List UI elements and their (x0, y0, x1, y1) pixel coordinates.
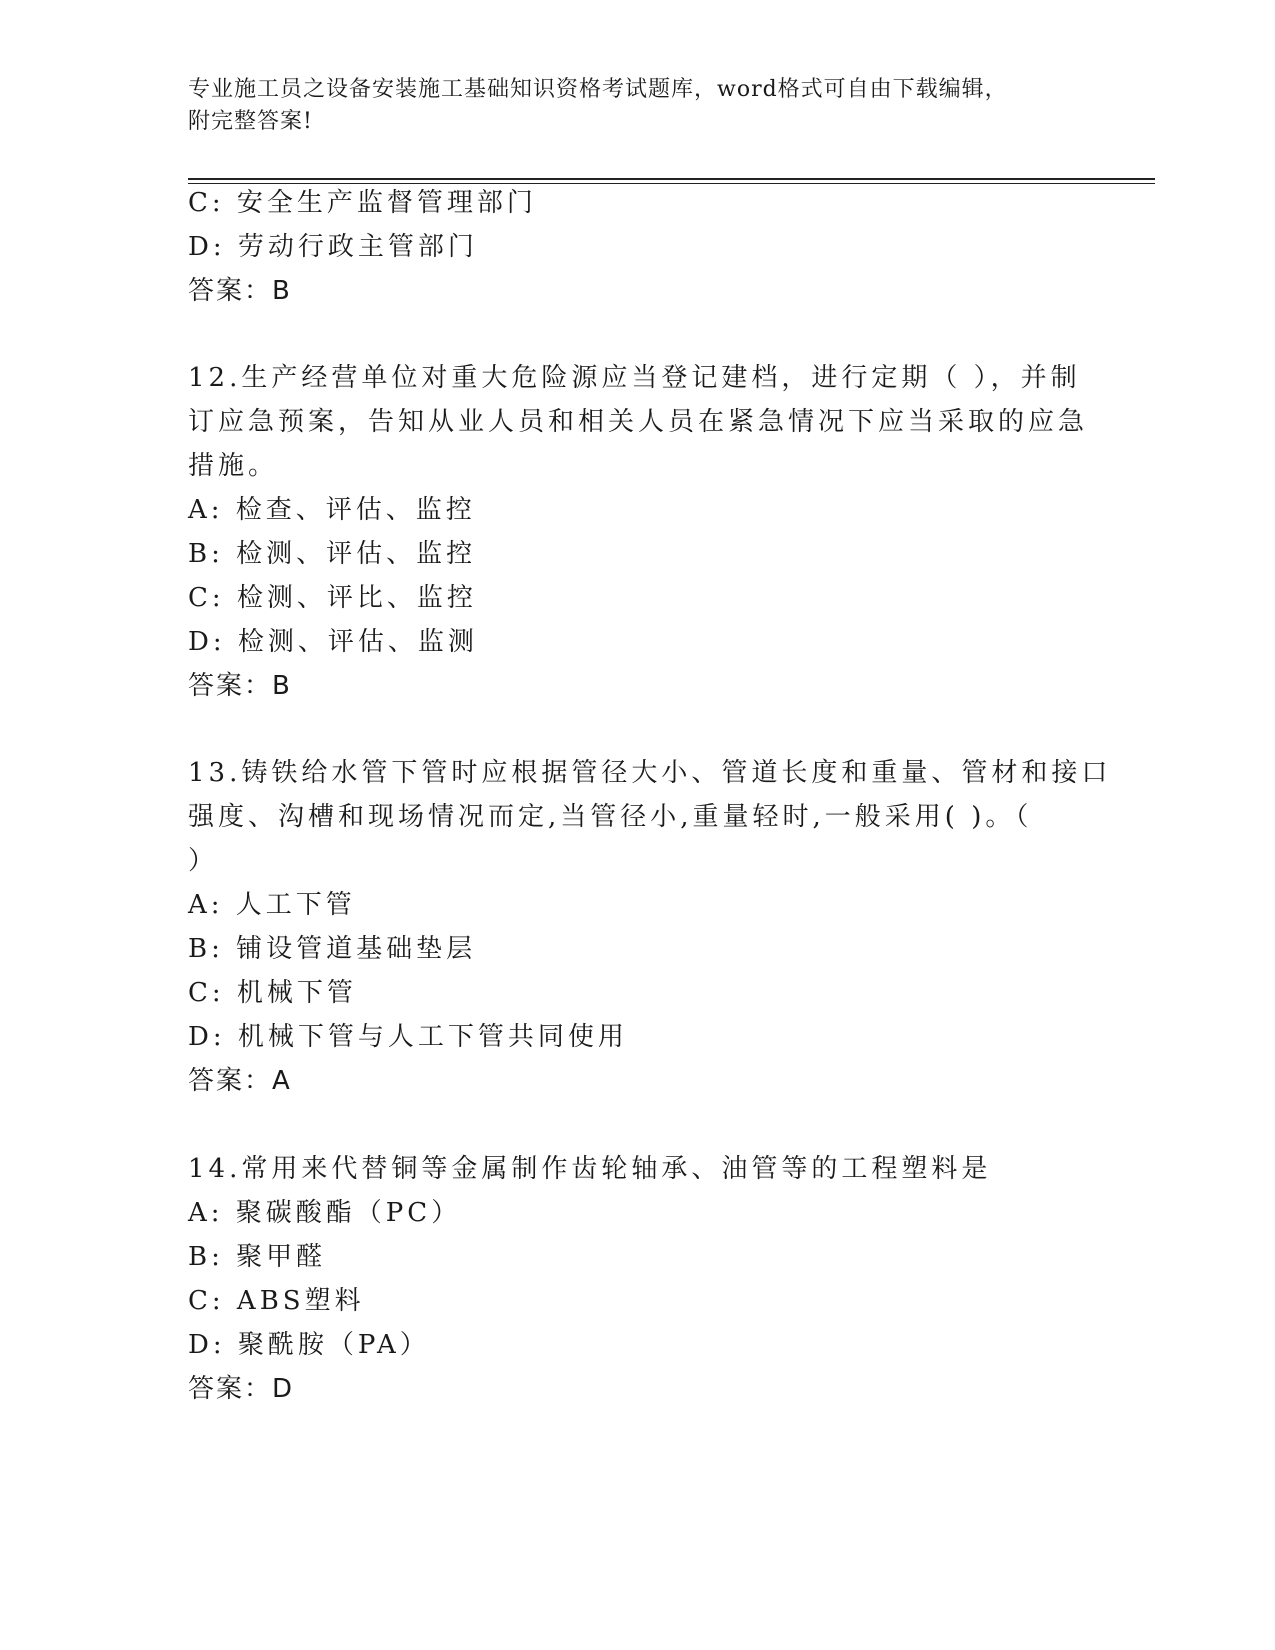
q14-option-b: B: 聚甲醛 (188, 1242, 327, 1272)
header-divider-thin (188, 183, 1155, 184)
header-divider-thick (188, 178, 1155, 180)
document-header (188, 74, 1088, 138)
q12-option-d: D: 检测、评估、监测 (188, 627, 478, 657)
q13-stem-line-2: 强度、沟槽和现场情况而定,当管径小,重量轻时,一般采用( )。（ (188, 802, 1033, 832)
q12-stem-line-2: 订应急预案，告知从业人员和相关人员在紧急情况下应当采取的应急 (188, 407, 1089, 437)
q11-answer: 答案：B (188, 276, 292, 306)
q13-option-c: C: 机械下管 (188, 978, 357, 1008)
header-title-line-2: 附完整答案! (188, 109, 313, 134)
q13-option-a: A: 人工下管 (188, 890, 356, 920)
q13-option-d: D: 机械下管与人工下管共同使用 (188, 1022, 628, 1052)
q12-option-c: C: 检测、评比、监控 (188, 583, 477, 613)
q14-stem-line-1: 14.常用来代替铜等金属制作齿轮轴承、油管等的工程塑料是 (188, 1154, 992, 1184)
q14-option-c: C: ABS塑料 (188, 1286, 365, 1316)
q13-answer: 答案：A (188, 1066, 292, 1096)
q12-answer: 答案：B (188, 671, 292, 701)
q12-stem-line-1: 12.生产经营单位对重大危险源应当登记建档，进行定期（ ），并制 (188, 363, 1081, 393)
q14-option-d: D: 聚酰胺（PA） (188, 1330, 430, 1360)
q13-stem-line-3: ） (188, 846, 219, 876)
q13-option-b: B: 铺设管道基础垫层 (188, 934, 477, 964)
q12-option-b: B: 检测、评估、监控 (188, 539, 477, 569)
header-title-line-1: 专业施工员之设备安装施工基础知识资格考试题库，word格式可自由下载编辑， (188, 77, 1008, 102)
q14-option-a: A: 聚碳酸酯（PC） (188, 1198, 462, 1228)
q12-stem-line-3: 措施。 (188, 451, 279, 481)
q12-option-a: A: 检查、评估、监控 (188, 495, 476, 525)
q11-option-c: C: 安全生产监督管理部门 (188, 188, 537, 218)
q11-option-d: D: 劳动行政主管部门 (188, 232, 478, 262)
q13-stem-line-1: 13.铸铁给水管下管时应根据管径大小、管道长度和重量、管材和接口 (188, 758, 1112, 788)
q14-answer: 答案：D (188, 1374, 295, 1404)
